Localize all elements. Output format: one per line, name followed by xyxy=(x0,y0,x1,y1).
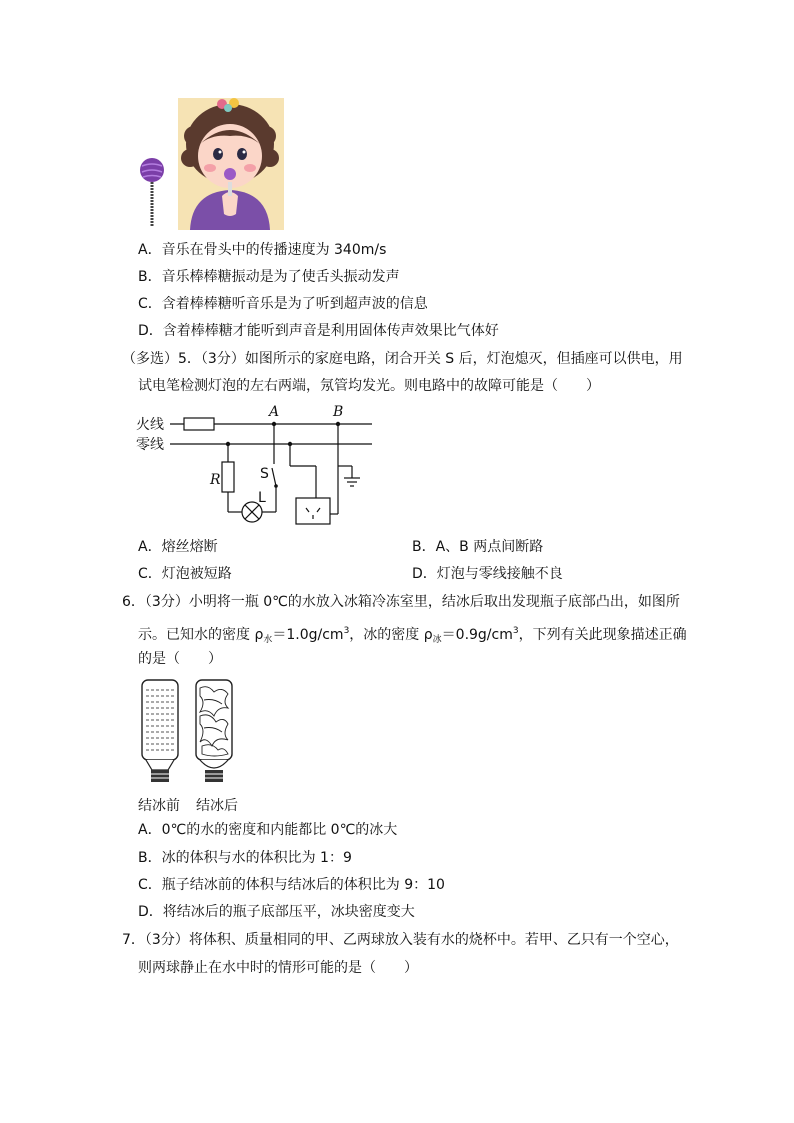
lollipop-icon xyxy=(140,158,164,226)
q6-stem-line3: 的是（ ） xyxy=(138,651,222,667)
girl-illustration xyxy=(178,98,284,230)
point-b-label: B xyxy=(333,404,344,420)
point-a-label: A xyxy=(269,404,280,420)
q5-option-b: B．A、B 两点间断路 xyxy=(412,539,544,555)
q5-option-c: C．灯泡被短路 xyxy=(138,566,232,582)
bottle-freezing-figure xyxy=(138,676,238,786)
music-lollipop-illustration xyxy=(138,96,288,232)
q5-stem-line2: 试电笔检测灯泡的左右两端，氖管均发光。则电路中的故障可能是（ ） xyxy=(138,378,600,394)
q4-option-a: A．音乐在骨头中的传播速度为 340m/s xyxy=(138,242,387,258)
q6-stem-line1: 6．（3分）小明将一瓶 0℃的水放入冰箱冷冻室里，结冰后取出发现瓶子底部凸出，如图所 xyxy=(122,594,680,610)
live-wire-label: 火线 xyxy=(136,417,164,433)
q4-option-b: B．音乐棒棒糖振动是为了使舌头振动发声 xyxy=(138,269,400,285)
switch-s-label: S xyxy=(260,466,269,482)
bottle-after-icon xyxy=(196,680,232,782)
q7-stem-line2: 则两球静止在水中时的情形可能的是（ ） xyxy=(138,960,418,976)
caption-after-freezing: 结冰后 xyxy=(196,798,238,814)
resistor-r-label: R xyxy=(210,472,221,488)
lamp-l-label: L xyxy=(258,490,266,506)
q4-option-d: D．含着棒棒糖才能听到声音是利用固体传声效果比气体好 xyxy=(138,323,499,339)
neutral-wire-label: 零线 xyxy=(136,437,164,453)
q6-option-c: C．瓶子结冰前的体积与结冰后的体积比为 9：10 xyxy=(138,877,445,893)
caption-before-freezing: 结冰前 xyxy=(138,798,180,814)
q6-option-b: B．冰的体积与水的体积比为 1：9 xyxy=(138,850,352,866)
q4-option-c: C．含着棒棒糖听音乐是为了听到超声波的信息 xyxy=(138,296,428,312)
q6-stem-line2: 示。已知水的密度 $\rho_水=1.0g/cm^3$，冰的密度 $\rho_冰=0.9g/cm^3$，下列有关此现象描述正确 xyxy=(138,626,687,645)
q7-stem-line1: 7．（3分）将体积、质量相同的甲、乙两球放入装有水的烧杯中。若甲、乙只有一个空心， xyxy=(122,932,679,948)
q5-option-d: D．灯泡与零线接触不良 xyxy=(412,566,563,582)
q6-option-a: A．0℃的水的密度和内能都比 0℃的冰大 xyxy=(138,822,398,838)
q5-stem-line1: （多选）5．（3分）如图所示的家庭电路，闭合开关 S 后，灯泡熄灭，但插座可以供电，用 xyxy=(122,351,683,367)
bottle-before-icon xyxy=(142,680,178,782)
q6-option-d: D．将结冰后的瓶子底部压平，冰块密度变大 xyxy=(138,904,415,920)
q5-option-a: A．熔丝熔断 xyxy=(138,539,218,555)
household-circuit-diagram xyxy=(136,402,396,530)
